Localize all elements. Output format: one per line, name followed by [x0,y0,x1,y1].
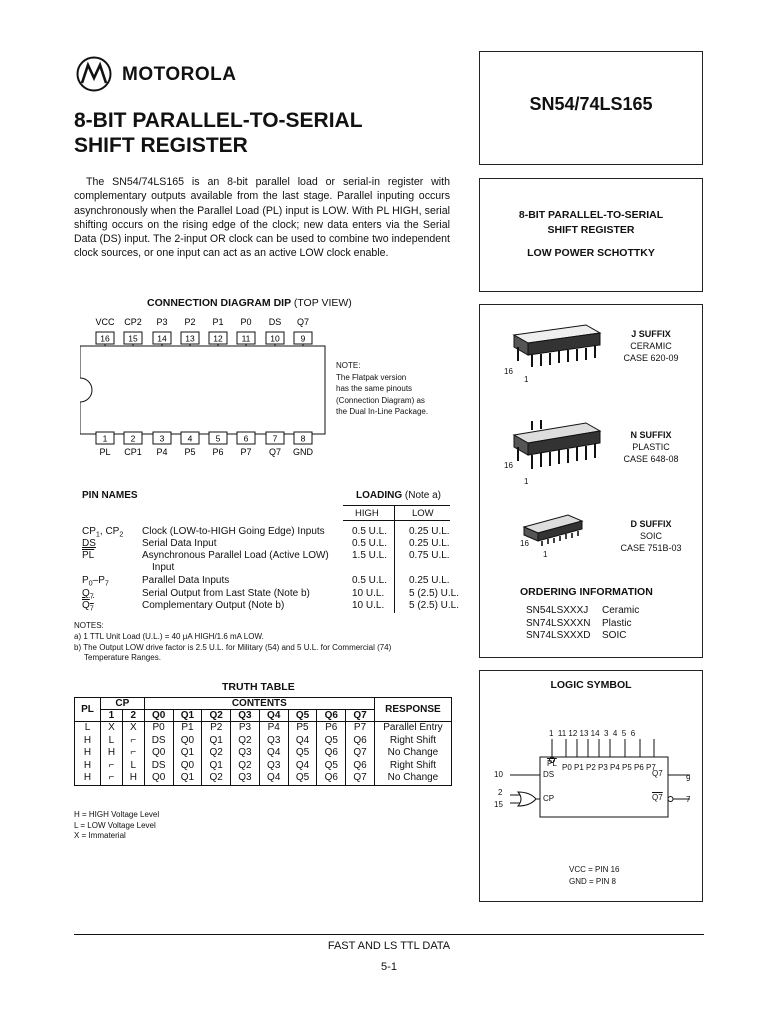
pin-label-top: P3 [156,317,168,327]
th-q6: Q6 [317,710,346,722]
pin-desc-cp: Clock (LOW-to-HIGH Going Edge) Inputs [142,526,325,537]
description-title-1: 8-BIT PARALLEL-TO-SERIAL [518,209,664,221]
table-row [75,760,452,773]
logic-q7-bar: Q7 [652,793,663,802]
table-cell: Q0 [144,747,173,760]
th-q7: Q7 [346,710,375,722]
logic-symbol-title: LOGIC SYMBOL [550,679,632,691]
logic-pin2: 2 [498,788,503,797]
col-low: LOW [412,508,434,519]
table-cell: Q2 [231,735,260,748]
loading-divider-vertical [394,505,395,613]
pin-number-bottom: 7 [272,433,278,444]
pin-number-bottom: 1 [102,433,108,444]
table-cell: P2 [202,722,231,735]
order-row-3 [526,630,639,643]
dip-plastic-package-icon [508,415,608,475]
table-cell: Q6 [317,747,346,760]
pin-label-bottom: CP1 [124,447,142,457]
pin-high-ds: 0.5 U.L. [352,538,388,549]
table-cell: Q5 [317,760,346,773]
table-cell: P1 [173,722,202,735]
pin-low-q7-bar: 5 (2.5) U.L. [409,600,460,611]
loading-title-text: LOADING [356,490,403,501]
th-cp1: 1 [101,710,123,722]
footer-line: FAST AND LS TTL DATA [327,940,451,952]
pin-label-bottom: GND [293,447,313,457]
th-response: RESPONSE [374,698,451,722]
description-subtitle: LOW POWER SCHOTTKY [527,247,655,259]
table-cell: Q6 [317,772,346,785]
pin-low-ds: 0.25 U.L. [409,538,450,549]
pin-number-bottom: 6 [243,433,249,444]
intro-paragraph: The SN54/74LS165 is an 8-bit parallel load or serial-in register with complementary outputs available from the last stage. Parallel inputing occurs asynchronously when the Parallel Load (PL) input is LOW. With PL HIGH, serial shifting occurs on the rising edge of the clock; new data enters via the Serial Data (DS) input. The 2-input OR clock can be used to combine two independent clock sources, or one input can act as an active LOW clock enable. [74,176,450,260]
note-line-1: The Flatpak version [336,372,407,382]
table-cell: H [122,772,144,785]
truth-table-legend [74,810,159,842]
table-cell: Q7 [346,747,375,760]
table-cell: P6 [317,722,346,735]
table-cell-response: Parallel Entry [374,722,451,735]
table-cell: Q2 [202,747,231,760]
logic-gnd-note: GND = PIN 8 [569,877,616,886]
pin-high-pl: 1.5 U.L. [352,550,388,561]
table-cell: Q3 [259,760,288,773]
pin-label-bottom: P6 [212,447,224,457]
table-cell: Q2 [202,772,231,785]
flatpak-note [336,360,428,418]
logic-symbol-box [479,670,703,902]
pin-name-ds: DS [82,538,96,549]
n-pin16: 16 [504,461,513,470]
dip-ceramic-package-icon [508,317,608,372]
table-cell: X [122,722,144,735]
table-cell: ⌐ [122,747,144,760]
j-suffix: J SUFFIX [631,329,671,339]
n-suffix: N SUFFIX [630,430,672,440]
d-pin16: 16 [520,539,529,548]
table-cell: Q0 [173,760,202,773]
truth-table-header-1 [75,698,452,710]
pin-high-q7-bar: 10 U.L. [352,600,385,611]
pin-low-p: 0.25 U.L. [409,575,450,586]
pin-desc-p: Parallel Data Inputs [142,575,230,586]
pin-number-top: 11 [241,333,251,344]
n-case: CASE 648-08 [623,454,679,464]
d-type: SOIC [639,531,662,541]
logic-p-labels: P0 P1 P2 P3 P4 P5 P6 P7 [562,763,656,772]
motorola-logo [76,56,112,92]
note-b: b) The Output LOW drive factor is 2.5 U.L. for Military (54) and 5 U.L. for Commercial (74) [74,642,392,652]
th-q3: Q3 [231,710,260,722]
pin-number-top: 10 [270,333,280,344]
table-cell: H [75,735,101,748]
truth-table-title: TRUTH TABLE [222,681,295,693]
table-cell: DS [144,760,173,773]
table-cell: Q4 [259,747,288,760]
table-cell: Q1 [173,747,202,760]
j-pin1: 1 [524,375,529,384]
order-pkg-1: Ceramic [602,605,640,616]
order-row-2 [526,618,639,631]
loading-divider-top [343,505,450,506]
table-cell: Q6 [346,735,375,748]
pin-number-bottom: 4 [187,433,193,444]
connection-diagram-title [147,297,352,309]
table-cell: Q4 [288,760,317,773]
th-cp2: 2 [122,710,144,722]
j-pin16: 16 [504,367,513,376]
legend-h: H = HIGH Voltage Level [74,810,160,819]
pin-low-cp: 0.25 U.L. [409,526,450,537]
product-description-box [479,178,703,292]
table-cell: Q3 [231,772,260,785]
pin-number-top: 13 [185,333,195,344]
logic-vcc-note: VCC = PIN 16 [569,865,620,874]
order-part-1: SN54LSXXXJ [526,605,589,616]
table-cell: Q6 [346,760,375,773]
table-cell: X [101,722,123,735]
note-a: a) 1 TTL Unit Load (U.L.) = 40 μA HIGH/1.6 mA LOW. [74,631,264,641]
packages-box [479,304,703,658]
pin-desc-ds: Serial Data Input [142,538,217,549]
table-row [75,722,452,735]
truth-table [74,697,452,786]
j-type: CERAMIC [630,341,672,351]
pin-number-top: 12 [213,333,223,344]
n-type: PLASTIC [632,442,670,452]
table-cell-response: No Change [374,747,451,760]
th-q4: Q4 [259,710,288,722]
motorola-batwing-icon [76,56,112,92]
pin-label-top: Q7 [296,317,310,327]
pin-desc-q7: Serial Output from Last State (Note b) [142,588,310,599]
footer-rule [74,934,704,935]
d-suffix: D SUFFIX [630,519,672,529]
th-pl: PL [75,698,101,722]
pin-names-title: PIN NAMES [82,490,138,501]
th-q1: Q1 [173,710,202,722]
logic-pin7: 7 [686,795,691,804]
table-row [75,747,452,760]
table-cell: Q4 [259,772,288,785]
table-row [75,735,452,748]
d-pin1: 1 [543,550,548,559]
legend-l: L = LOW Voltage Level [74,820,156,830]
page-title-line2: SHIFT REGISTER [74,134,248,157]
connection-diagram [80,312,338,462]
table-cell: P7 [346,722,375,735]
footer-page: 5-1 [381,961,397,973]
logic-ds: DS [543,770,555,779]
table-cell: P3 [231,722,260,735]
pin-number-bottom: 8 [300,433,306,444]
th-q2: Q2 [202,710,231,722]
th-q0: Q0 [144,710,173,722]
table-cell: Q5 [288,772,317,785]
table-cell: P4 [259,722,288,735]
order-pkg-2: Plastic [602,617,632,629]
ordering-list [526,605,639,643]
th-contents: CONTENTS [144,698,374,710]
pin-label-bottom: P4 [156,447,168,457]
pin-high-q7: 10 U.L. [352,588,385,599]
table-cell: Q1 [202,735,231,748]
loading-divider-header [343,520,450,521]
pin-name-pl: $\overline{PL}$ [82,550,95,561]
pin-high-p: 0.5 U.L. [352,575,388,586]
table-cell: Q2 [231,760,260,773]
table-cell: DS [144,735,173,748]
table-cell: L [101,735,123,748]
notes-title: NOTES: [74,621,104,630]
logic-q7: Q7 [652,769,663,778]
table-cell-response: Right Shift [374,760,451,773]
n-pin1: 1 [524,477,529,486]
pin-number-top: 15 [128,333,138,344]
note-b-2: Temperature Ranges. [84,653,161,663]
description-title-2: SHIFT REGISTER [547,224,635,236]
table-cell: ⌐ [122,735,144,748]
table-row [75,772,452,785]
logic-pin10: 10 [494,770,503,779]
ordering-title: ORDERING INFORMATION [520,586,653,598]
pin-label-bottom: P7 [240,447,252,457]
brand-name: MOTOROLA [122,64,237,85]
pin-label-bottom: Q7 [268,447,282,457]
logic-pl: $\overline{PL}$ [547,759,557,768]
pin-number-bottom: 3 [159,433,165,444]
table-cell-response: No Change [374,772,451,785]
pin-name-cp: $CP_1$, $CP_2$ [82,526,124,539]
page-title-line1: 8-BIT PARALLEL-TO-SERIAL [74,109,363,132]
note-line-4: the Dual In-Line Package. [336,407,429,416]
j-case: CASE 620-09 [623,353,679,363]
pin-number-top: 9 [300,333,306,344]
order-pkg-3: SOIC [602,630,627,641]
table-cell: H [101,747,123,760]
part-number: SN54/74LS165 [529,94,653,114]
pin-number-top: 14 [157,333,167,344]
order-row-1 [526,605,639,618]
table-cell: H [75,772,101,785]
table-cell: Q5 [317,735,346,748]
table-cell: P0 [144,722,173,735]
d-case: CASE 751B-03 [620,543,682,553]
table-cell: Q7 [346,772,375,785]
soic-package-icon [520,509,590,549]
connection-title-text: CONNECTION DIAGRAM DIP [147,297,291,309]
pin-label-top: P2 [184,317,196,327]
table-cell: Q4 [288,735,317,748]
pin-label-top: VCC [95,317,115,327]
note-title: NOTE: [336,361,361,370]
table-cell: Q1 [173,772,202,785]
legend-x: X = Immaterial [74,831,126,840]
table-cell: L [75,722,101,735]
note-line-3: (Connection Diagram) as [336,395,425,405]
part-number-box [479,51,703,165]
pin-low-q7: 5 (2.5) U.L. [409,588,460,599]
loading-title [356,490,441,501]
th-q5: Q5 [288,710,317,722]
pin-label-top: DS [268,317,282,327]
pin-label-bottom: P5 [184,447,196,457]
th-cp: CP [101,698,145,710]
pin-label-top: P1 [212,317,224,327]
table-cell: Q0 [144,772,173,785]
table-cell: Q3 [259,735,288,748]
note-line-2: has the same pinouts [336,384,413,393]
table-cell: Q1 [202,760,231,773]
pin-label-top: CP2 [124,317,142,327]
table-cell: ⌐ [101,772,123,785]
logic-pin15: 15 [494,800,503,809]
loading-note: (Note a) [404,490,442,501]
order-part-3: SN74LSXXXD [526,630,591,641]
pin-name-p: $P_0-P_7$ [82,575,109,588]
table-cell: Q3 [231,747,260,760]
pin-high-cp: 0.5 U.L. [352,526,388,537]
pin-name-q7-bar: $Q_7$ [82,600,94,613]
pin-number-top: 16 [100,333,110,344]
table-cell: H [75,747,101,760]
pin-low-pl: 0.75 U.L. [409,550,450,561]
logic-pin9: 9 [686,774,691,783]
table-cell: P5 [288,722,317,735]
pin-number-bottom: 2 [130,433,136,444]
table-cell: L [122,760,144,773]
connection-view-text: (TOP VIEW) [293,297,352,309]
pin-label-bottom: PL [99,447,111,457]
pin-desc-pl-2: Input [152,562,175,573]
table-cell: Q5 [288,747,317,760]
order-part-2: SN74LSXXXN [526,617,591,629]
pin-label-top: P0 [240,317,252,327]
notes [74,621,450,664]
logic-cp: CP [543,794,555,803]
table-cell: H [75,760,101,773]
pin-desc-pl: Asynchronous Parallel Load (Active LOW) [142,550,329,561]
table-cell-response: Right Shift [374,735,451,748]
table-cell: Q0 [173,735,202,748]
logic-top-pins: 1 11 12 13 14 3 4 5 6 [549,729,636,738]
col-high: HIGH [355,508,379,519]
pin-desc-q7-bar: Complementary Output (Note b) [142,600,285,611]
pin-number-bottom: 5 [215,433,221,444]
table-cell: ⌐ [101,760,123,773]
pin-name-q7: $Q_7$ [82,588,94,601]
